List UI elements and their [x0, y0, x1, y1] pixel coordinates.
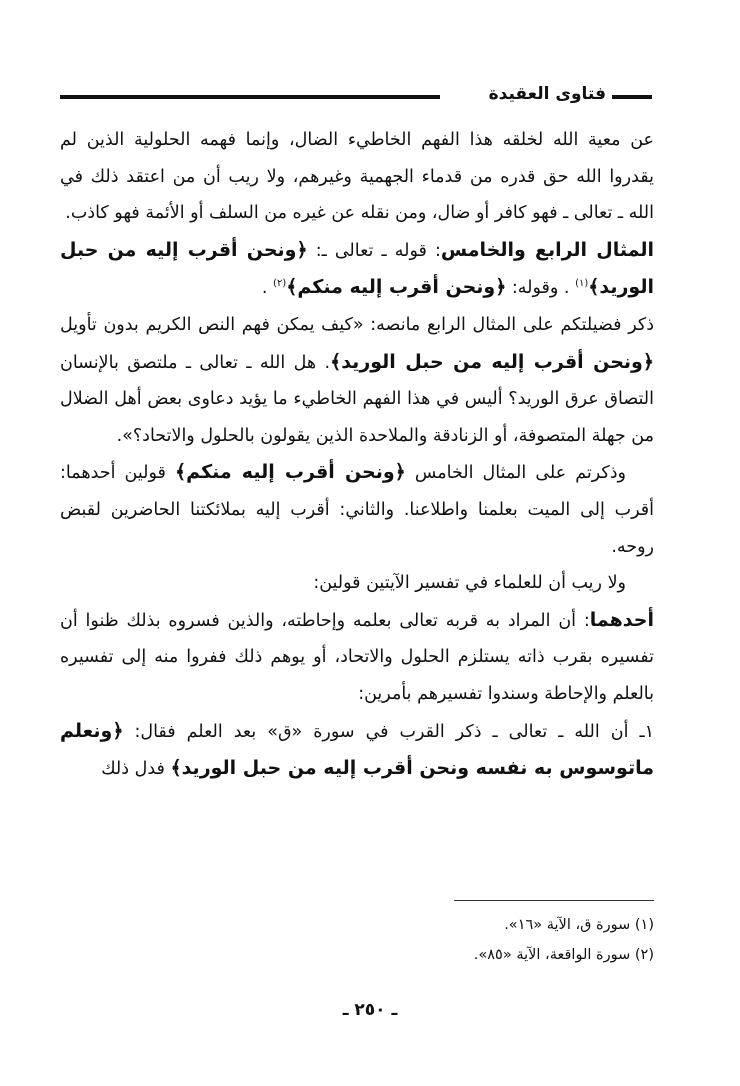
text-span: ولا ريب أن للعلماء في تفسير الآيتين قولين: [313, 573, 626, 594]
text-span: : قوله ـ تعالى ـ: [307, 240, 441, 261]
paragraph [60, 122, 654, 232]
text-span: وذكرتم على المثال الخامس [405, 463, 627, 484]
bold-text: ﴿ونحن أقرب إليه من حبل الوريد﴾ [60, 238, 654, 299]
footnote-text: سورة ق، الآية «١٦». [504, 917, 631, 933]
text-span: فدل ذلك [101, 759, 171, 780]
bold-text: ﴿ونحن أقرب إليه منكم﴾ [175, 461, 406, 484]
bold-text: ﴿ونحن أقرب إليه منكم﴾ [286, 276, 507, 299]
text-span: : أن المراد به قربه تعالى بعلمه وإحاطته، والذين فسروه بذلك ظنوا أن تفسيره بقرب ذاته يستلزم الحلول والاتحاد، أو يوهم ذلك ففروا منه إلى تفسيره بالعلم والإحاطة وسندوا تفسيرهم بأمرين: [60, 610, 654, 704]
paragraph [60, 602, 654, 713]
footnote-reference: (٢) [273, 278, 287, 290]
footnote-reference: (١) [575, 278, 589, 290]
text-span: . [261, 278, 274, 299]
bold-text: المثال الرابع والخامس [440, 238, 654, 261]
footnote-2 [354, 940, 654, 970]
footnote-text: سورة الواقعة، الآية «٨٥». [473, 947, 631, 963]
footnote-number: (١) [634, 917, 654, 933]
text-span: ١ـ أن الله ـ تعالى ـ ذكر القرب في سورة «ق» بعد العلم فقال: [123, 721, 654, 742]
text-span: عن معية الله لخلقه هذا الفهم الخاطيء الضال، وإنما فهمه الحلولية الذين لم يقدروا الله حق قدره من قدماء الجهمية وغيرهم، ولا ريب أن من اعتقد ذلك في الله ـ تعالى ـ فهو كافر أو ضال، ومن نقله عن غيره من السلف أو الأئمة فهو كاذب. [60, 130, 654, 224]
bold-text: ﴿ونحن أقرب إليه من حبل الوريد﴾ [330, 350, 654, 373]
paragraph [60, 565, 654, 602]
header-rule-long [60, 95, 440, 99]
footnotes [354, 910, 654, 970]
header-rule-short [612, 95, 652, 99]
footnote-number: (٢) [634, 947, 654, 963]
text-span: ذكر فضيلتكم على المثال الرابع مانصه: «كيف يمكن فهم النص الكريم بدون تأويل [60, 314, 654, 335]
paragraph [60, 307, 654, 454]
text-span: . هل الله ـ تعالى ـ ملتصق بالإنسان التصاق عرق الوريد؟ أليس في هذا الفهم الخاطيء ما يؤيد دعاوى بعض أهل الضلال من جهلة المتصوفة، أو الزنادقة والملاحدة الذين يقولون بالحلول والاتحاد؟». [60, 352, 654, 446]
running-header [60, 82, 652, 110]
main-text [60, 122, 654, 788]
bold-text: أحدهما [589, 608, 654, 631]
paragraph [60, 232, 654, 307]
bold-text: ﴿ونعلم ماتوسوس به نفسه ونحن أقرب إليه من حبل الوريد﴾ [60, 719, 654, 780]
footnote-1 [354, 910, 654, 940]
running-title: فتاوى العقيدة [488, 84, 606, 104]
paragraph [60, 713, 654, 788]
text-span: . وقوله: [506, 278, 576, 299]
text-span: قولين أحدهما: أقرب إلى الميت بعلمنا واطلاعنا. والثاني: أقرب إليه بملائكتنا الحاضرين لقبض روحه. [60, 463, 654, 557]
footnote-separator [454, 900, 654, 901]
page-number: ـ ٢٥٠ ـ [342, 1000, 398, 1020]
paragraph [60, 454, 654, 565]
